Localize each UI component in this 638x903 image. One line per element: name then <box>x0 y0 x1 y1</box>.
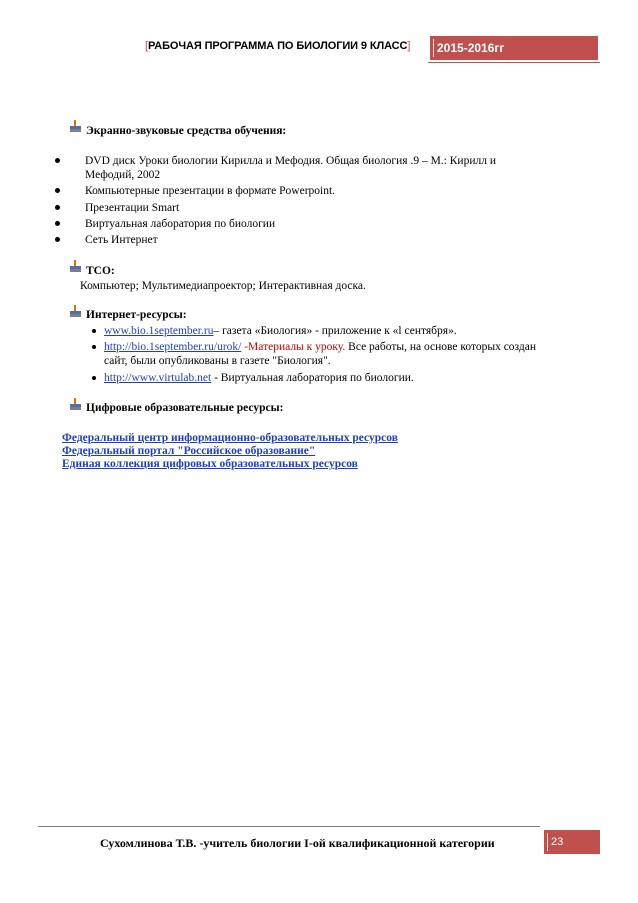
section-tso-heading: ТСО: <box>86 265 115 277</box>
resource-link[interactable]: Единая коллекция цифровых образовательных ресурсов <box>62 458 358 470</box>
list-item-continuation: Мефодий, 2002 <box>85 169 161 181</box>
header-divider <box>428 62 600 63</box>
section-tso-text: Компьютер; Мультимедиапроектор; Интерактивная доска. <box>80 280 366 292</box>
list-item <box>104 371 414 385</box>
resource-link[interactable]: Федеральный центр информационно-образовательных ресурсов <box>62 432 398 444</box>
header-title <box>145 40 410 52</box>
footer-divider <box>38 826 540 827</box>
book-icon <box>69 260 82 273</box>
list-item: Виртуальная лаборатория по биологии <box>85 218 276 230</box>
resource-note: -Материалы к уроку. <box>241 341 346 353</box>
section-av-heading: Экранно-звуковые средства обучения: <box>86 125 287 137</box>
list-item <box>104 340 536 354</box>
header-title-text: РАБОЧАЯ ПРОГРАММА ПО БИОЛОГИИ 9 КЛАСС <box>147 40 408 52</box>
resource-link[interactable]: http://www.virtulab.net <box>104 372 212 384</box>
list-item-continuation: сайт, были опубликованы в газете "Биология". <box>104 355 331 367</box>
list-item: Сеть Интернет <box>85 234 158 246</box>
list-item: Презентации Smart <box>85 202 180 214</box>
book-icon <box>69 398 82 411</box>
page-number: 23 <box>544 830 600 854</box>
resource-link[interactable]: www.bio.1september.ru <box>104 325 214 337</box>
book-icon <box>69 120 82 133</box>
resource-desc: - Виртуальная лаборатория по биологии. <box>211 372 414 384</box>
book-icon <box>69 305 82 318</box>
list-item <box>104 324 457 338</box>
section-internet-heading: Интернет-ресурсы: <box>86 309 187 321</box>
header-year-badge: 2015-2016гг <box>430 36 598 60</box>
list-item: Компьютерные презентации в формате Powerpoint. <box>85 185 336 197</box>
footer-author: Сухомлинова Т.В. -учитель биологии I-ой квалификационной категории <box>100 836 495 850</box>
list-item: DVD диск Уроки биологии Кирилла и Мефодия. Общая биология .9 – М.: Кирилл и <box>85 155 496 167</box>
resource-link[interactable]: http://bio.1september.ru/urok/ <box>104 341 242 353</box>
resource-link[interactable]: Федеральный портал "Российское образование" <box>62 445 316 457</box>
resource-desc: Все работы, на основе которых создан <box>345 341 537 353</box>
resource-desc: – газета «Биология» - приложение к «l сентября». <box>213 325 457 337</box>
header-bracket-close: ] <box>407 40 411 52</box>
section-digital-heading: Цифровые образовательные ресурсы: <box>86 402 284 414</box>
header-bracket-open: [ <box>145 40 148 52</box>
